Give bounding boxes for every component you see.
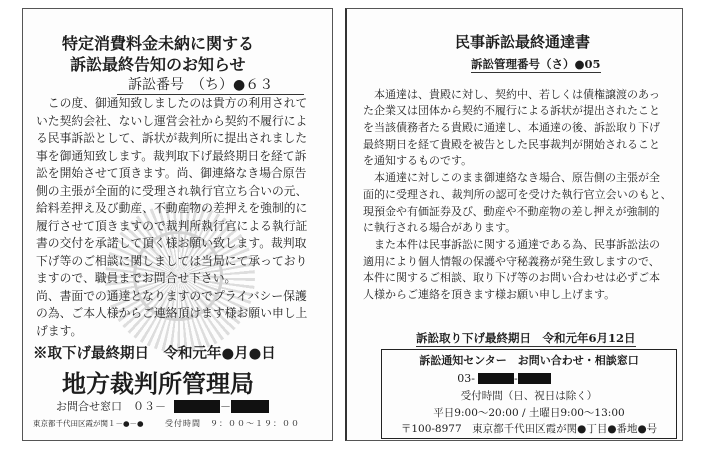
body-line: を当該債務者たる貴殿に通達し、本通達の後、訴訟取り下げ: [363, 121, 660, 134]
redaction-bar: [518, 373, 551, 384]
redaction-bar: [231, 400, 269, 413]
body-line: げます。: [36, 323, 83, 338]
right-notice-document: [345, 8, 683, 441]
body-line: 事を御通知致します。裁判取下げ最終期日を経て訴: [36, 148, 307, 163]
contact-box-hours-label: 受付時間（日、祝日は除く）: [460, 389, 598, 402]
body-line: に執行される場合があります。: [363, 221, 517, 235]
body-line: の為、ご本人様からご連絡頂けます様お願い申し上: [36, 306, 308, 320]
left-hours: 受付時間 ９：００～１９：００: [165, 419, 300, 428]
body-line: 本通達に対しこのまま御連絡なき場合、原告側の主張が全: [363, 171, 660, 185]
contact-box-phone: [382, 372, 626, 386]
redaction-bar: [174, 400, 220, 413]
left-title-line1: 特定消費料金未納に関する: [62, 34, 255, 53]
right-deadline: 訴訟取り下げ最終期日 令和元年6月12日: [416, 331, 636, 345]
contact-box: [381, 349, 677, 439]
body-line: を通知するものです。: [363, 154, 473, 168]
left-issuer-name: 地方裁判所管理局: [62, 370, 254, 398]
body-line: 本件に関するご相談、取り下げ等のお問い合わせは必ずご本: [363, 271, 660, 285]
right-case-number: 訴訟管理番号（さ）●05: [471, 57, 601, 71]
left-notice-document: [22, 8, 333, 441]
left-body-text: [36, 95, 307, 340]
body-line: 人様からご連絡を頂きます様お願い申し上げます。: [363, 288, 616, 302]
left-title-line2: 訴訟最終告知のお知らせ: [70, 55, 246, 74]
body-line: 訟を開始させて頂きます。尚、御連絡なき場合原告: [36, 166, 307, 180]
body-line: この度、御通知致しましたのは貴方の利用されて: [36, 96, 308, 110]
right-body-text: [363, 87, 672, 304]
left-phone-separator: －: [220, 400, 231, 413]
body-line: ますので、職員までお問合せ下さい。: [36, 271, 237, 285]
left-case-number: 訴訟番号 （ち）●６３: [117, 77, 304, 95]
phone-prefix: 03-: [457, 371, 475, 385]
body-line: 給料差押え及び動産、不動産物の差押えを強制的に: [36, 201, 308, 215]
contact-box-header: 訴訟通知センター お問い合わせ・相談窓口: [419, 353, 639, 367]
body-line: 現預金や有価証券及び、動産や不動産物の差し押えが強制的: [363, 204, 660, 218]
left-contact-label: お問合せ窓口 ０３－: [56, 400, 166, 413]
body-line: 最終期日を経て貴殿を被告とした民事裁判が開始されること: [363, 137, 660, 151]
left-contact-line: [56, 400, 269, 413]
body-line: また本件は民事訴訟に関する通達である為、民事訴訟法の: [363, 237, 660, 251]
body-line: 下げ等のご相談に関しましては当局にて承っており: [36, 253, 308, 268]
body-line: 適用により個人情報の保護や守秘義務が発生致しますので、: [363, 254, 660, 268]
left-deadline: ※取下げ最終期日 令和元年●月●日: [33, 345, 276, 362]
body-line: いた契約会社、ないし運営会社から契約不履行によ: [36, 113, 308, 128]
phone-separator: -: [514, 371, 518, 385]
body-line: 尚、書面での通達となりますのでプライバシー保護: [36, 288, 307, 303]
body-line: 側の主張が全面的に受理され執行官立ち合いの元、: [36, 183, 308, 198]
body-line: た企業又は団体から契約不履行による訴状が提出されたこと: [363, 104, 660, 118]
body-line: 書の交付を承諾して頂く様お願い致します。裁判取: [36, 236, 307, 250]
body-line: 本通達は、貴殿に対し、契約中、若しくは債権譲渡のあっ: [363, 87, 660, 101]
body-line: 面的に受理され、裁判所の認可を受けた執行官立会いのもと、: [363, 187, 672, 201]
body-line: 履行させて頂きますので裁判所執行官による執行証: [36, 218, 308, 233]
redaction-bar: [478, 373, 514, 384]
left-address: 東京都千代田区霞が関１－●－●: [33, 419, 144, 428]
right-title: 民事訴訟最終通達書: [455, 33, 591, 51]
body-line: る民事訴訟として、訴状が裁判所に提出されました: [36, 131, 308, 145]
contact-box-address: 〒100-8977 東京都千代田区霞が関●丁目●番地●号: [400, 423, 658, 435]
contact-box-hours: 平日9:00～20:00 / 土曜日9:00～13:00: [433, 406, 625, 419]
